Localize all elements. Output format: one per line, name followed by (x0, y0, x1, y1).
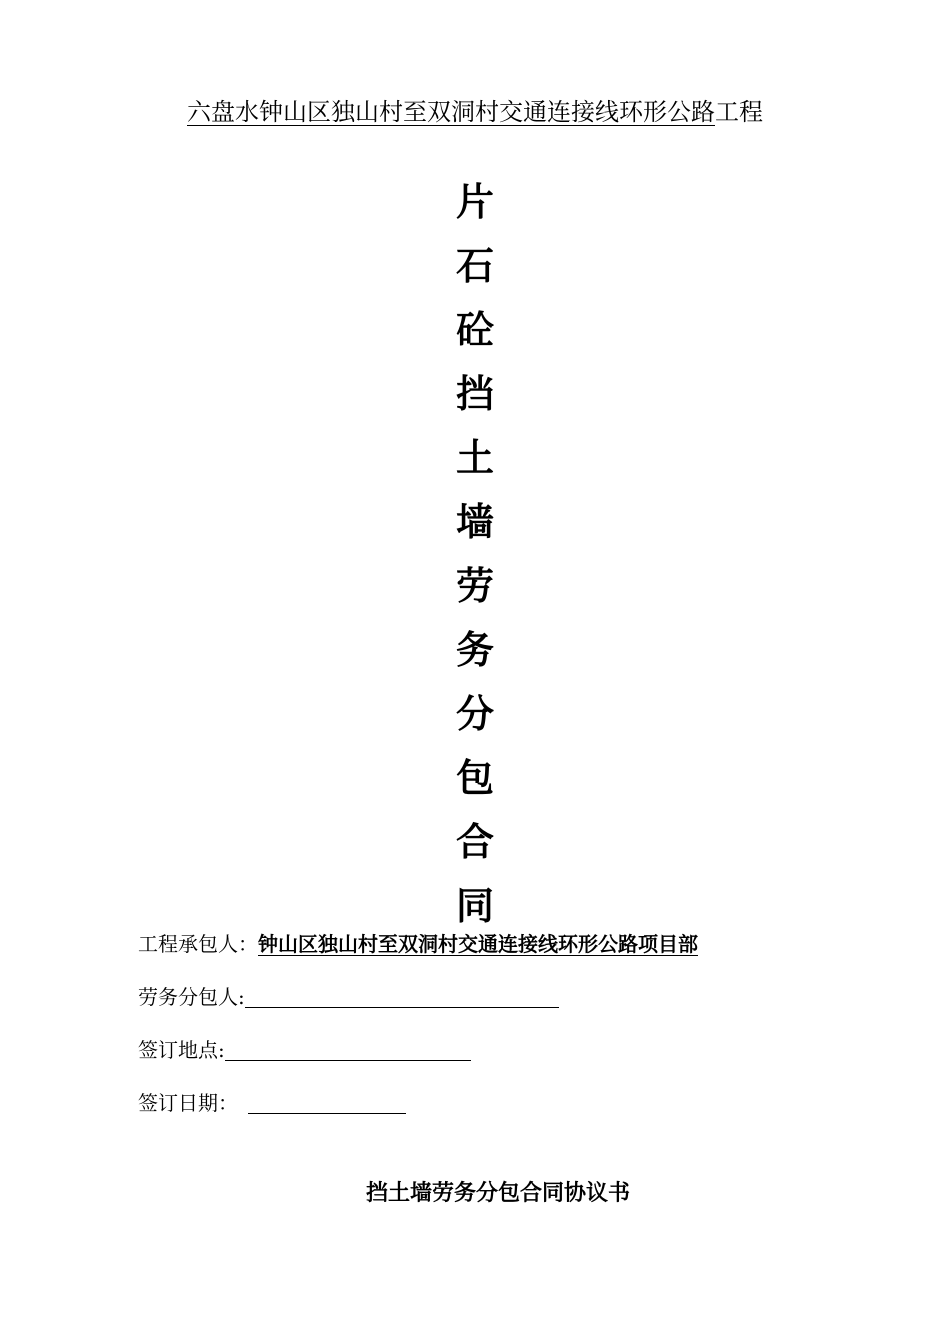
contractor-field (138, 930, 698, 958)
signing-place-field (138, 1036, 471, 1064)
signing-date-blank[interactable] (248, 1093, 406, 1114)
contractor-value: 钟山区独山村至双洞村交通连接线环形公路项目部 (258, 932, 698, 956)
document-title (0, 170, 950, 938)
title-char: 片 (455, 180, 494, 224)
title-char: 土 (455, 436, 494, 480)
title-char: 石 (455, 244, 494, 288)
project-header (0, 96, 950, 128)
section-title: 挡土墙劳务分包合同协议书 (365, 1181, 630, 1206)
project-suffix: 工程 (715, 98, 763, 126)
signing-place-label: 签订地点: (138, 1038, 225, 1062)
title-char: 砼 (455, 308, 494, 352)
title-char: 包 (455, 756, 494, 800)
title-char: 分 (455, 692, 494, 736)
contractor-label: 工程承包人： (138, 932, 258, 956)
title-char: 劳 (455, 564, 494, 608)
project-name: 六盘水钟山区独山村至双洞村交通连接线环形公路 (187, 98, 715, 126)
subcontractor-blank[interactable] (245, 987, 559, 1008)
title-char: 务 (455, 628, 494, 672)
title-char: 墙 (455, 500, 494, 544)
signing-date-field (138, 1089, 406, 1117)
title-char: 同 (455, 884, 494, 928)
title-char: 合 (455, 820, 494, 864)
subcontractor-field (138, 983, 559, 1011)
subcontractor-label: 劳务分包人: (138, 985, 245, 1009)
signing-place-blank[interactable] (225, 1040, 471, 1061)
title-char: 挡 (455, 372, 494, 416)
signing-date-label: 签订日期： (138, 1091, 238, 1115)
